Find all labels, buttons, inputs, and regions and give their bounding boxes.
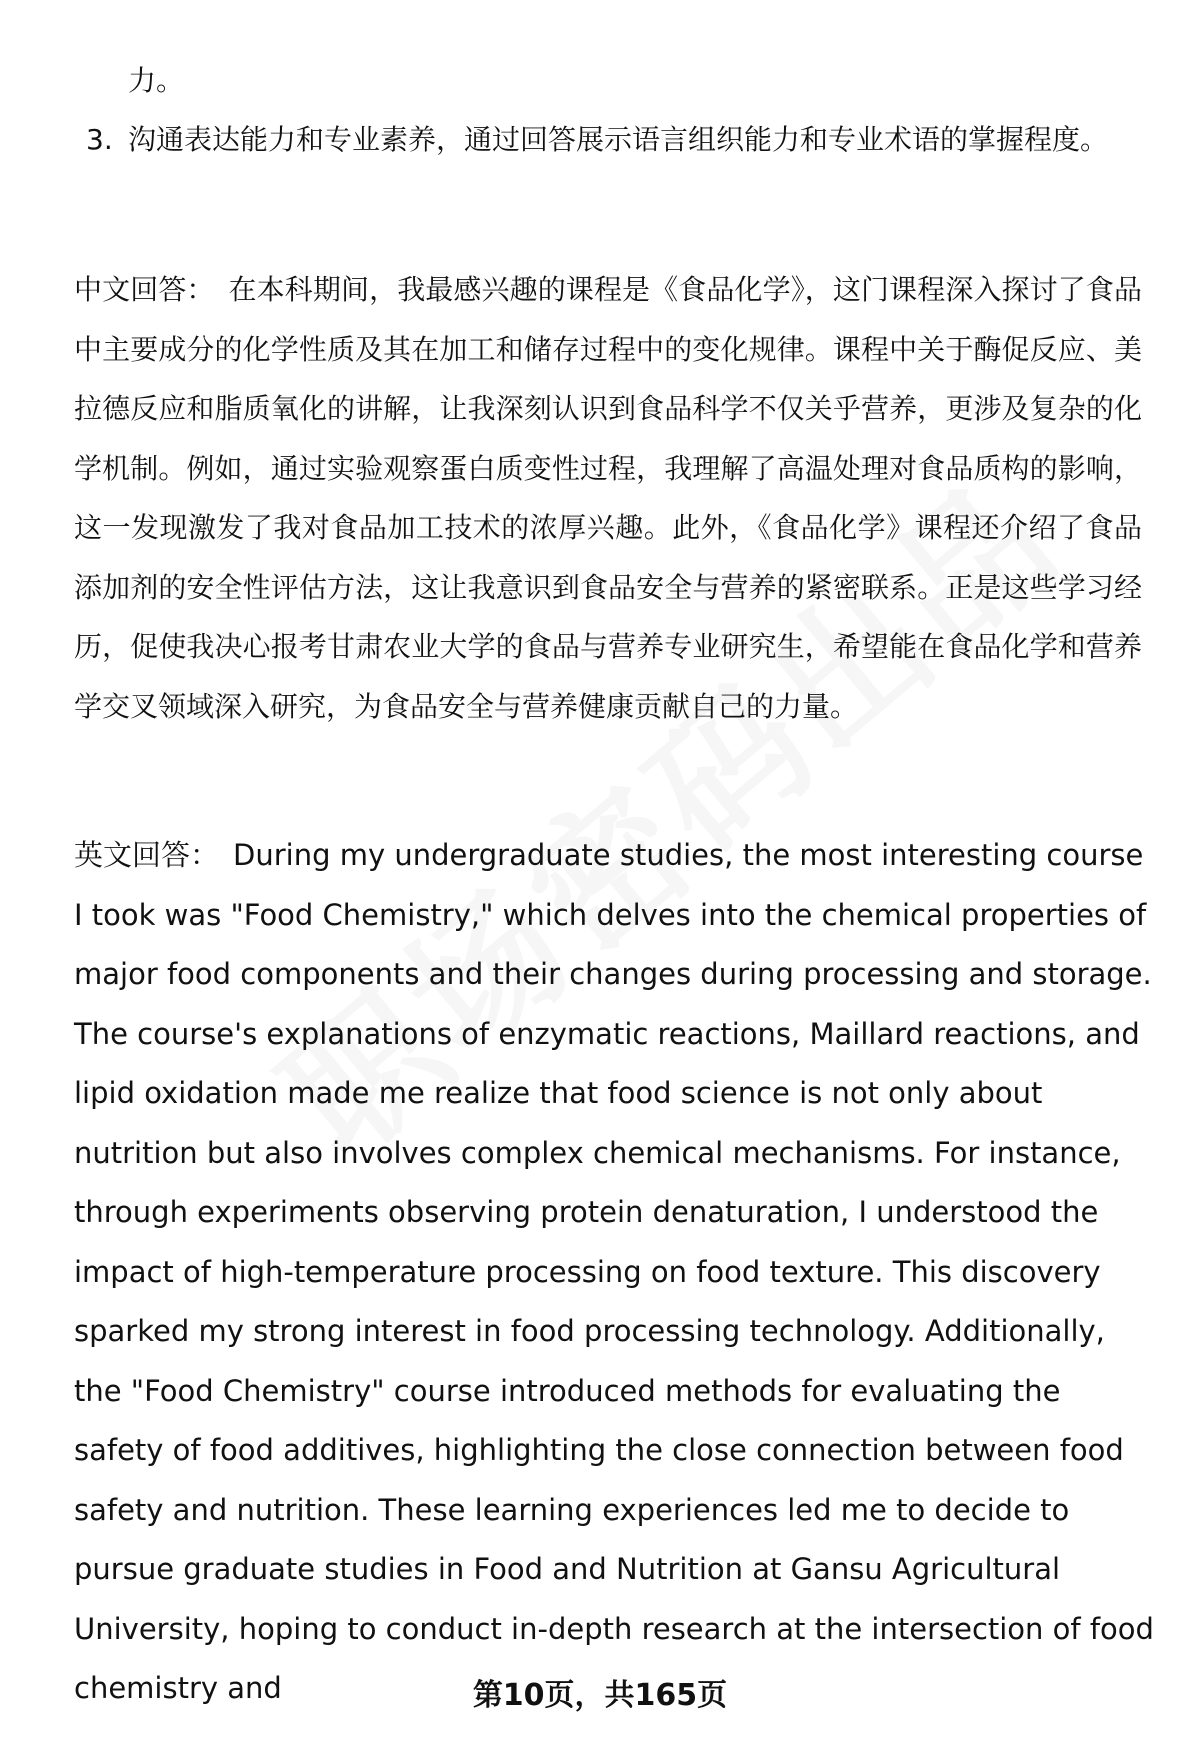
list-item-text: 沟通表达能力和专业素养，通过回答展示语言组织能力和专业术语的掌握程度。 [128,123,1109,156]
page-footer: 第10页，共165页 [472,1678,728,1713]
chinese-answer-text: 在本科期间，我最感兴趣的课程是《食品化学》，这门课程深入探讨了食品中主要成分的化学性质及其在加工和储存过程中的变化规律。课程中关于酶促反应、美拉德反应和脂质氧化的讲解，让我深刻认识到食品科学不仅关乎营养，更涉及复杂的化学机制。例如，通过实验观察蛋白质变性过程，我理解了高温处理对食品质构的影响，这一发现激发了我对食品加工技术的浓厚兴趣。此外，《食品化学》课程还介绍了食品添加剂的安全性评估方法，这让我意识到食品安全与营养的紧密联系。正是这些学习经历，促使我决心报考甘肃农业大学的食品与营养专业研究生，希望能在食品化学和营养学交叉领域深入研究，为食品安全与营养健康贡献自己的力量。 [74,273,1142,723]
english-answer-text: During my undergraduate studies, the most interesting course I took was "Food Chemistry," which delves into the chemical properties of major food components and their changes during processing and storage. The course's explanations of enzymatic reactions, Maillard reactions, and lipid oxidation made me realize that food science is not only about nutrition but also involves complex chemical mechanisms. For instance, through experiments observing protein denaturation, I understood the impact of high-temperature processing on food texture. This discovery sparked my strong interest in food processing technology. Additionally, the "Food Chemistry" course introduced methods for evaluating the safety of food additives, highlighting the close connection between food safety and nutrition. These learning experiences led me to decide to pursue graduate studies in Food and Nutrition at Gansu Agricultural University, hoping to conduct in-depth research at the intersection of food chemistry and [74,838,1154,1705]
list-item-3 [74,110,1134,228]
english-answer-paragraph [74,826,1154,1719]
chinese-answer-paragraph [74,260,1142,736]
list-item-previous-tail [74,51,1134,110]
english-answer-label: 英文回答： [74,838,220,872]
chinese-answer-label: 中文回答： [74,273,215,306]
list-item-text: 力。 [128,64,185,97]
list-item-number: 3. [86,123,113,156]
